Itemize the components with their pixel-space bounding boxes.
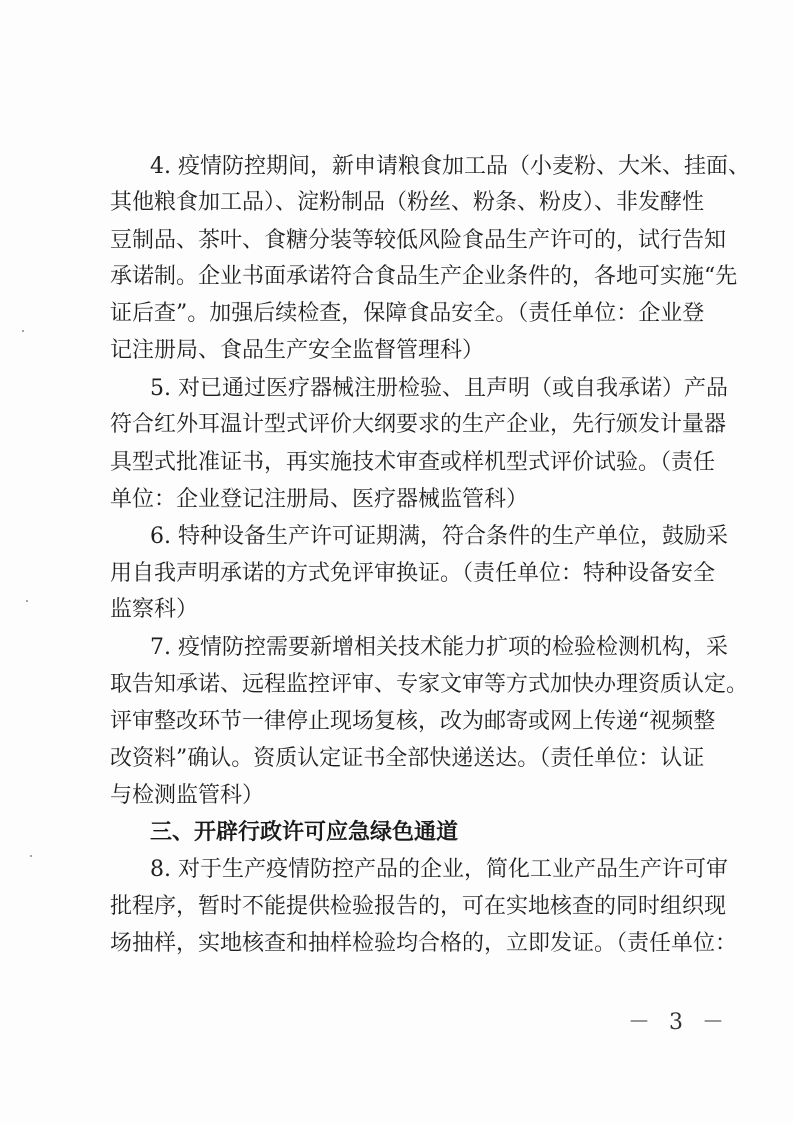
item8-line2: 批程序，暂时不能提供检验报告的，可在实地核查的同时组织现 [110,894,727,919]
item5-line3: 具型式批准证书，再实施技术审查或样机型式评价试验。（责任 [110,450,716,475]
item4-line2: 其他粮食加工品）、淀粉制品（粉丝、粉条、粉皮）、非发酵性 [110,190,705,215]
item4-line3: 豆制品、茶叶、食糖分装等较低风险食品生产许可的，试行告知 [110,228,727,253]
item5-line2: 符合红外耳温计型式评价大纲要求的生产企业，先行颁发计量器 [110,412,727,437]
page-number: － 3 － [628,1010,730,1035]
item4-line6: 记注册局、食品生产安全监督管理科） [110,338,485,363]
item7-line2: 取告知承诺、远程监控评审、专家文审等方式加快办理资质认定。 [110,672,749,697]
item8-line1: 8. 对于生产疫情防控产品的企业，简化工业产品生产许可审 [150,857,728,882]
item7-line5: 与检测监管科） [110,783,265,808]
section-heading: 三、开辟行政许可应急绿色通道 [150,820,459,845]
item4-line1: 4. 疫情防控期间，新申请粮食加工品（小麦粉、大米、挂面、 [150,154,750,179]
item7-line1: 7. 疫情防控需要新增相关技术能力扩项的检验检测机构，采 [150,635,728,660]
item6-line1: 6. 特种设备生产许可证期满，符合条件的生产单位，鼓励采 [150,524,728,549]
item5-line1: 5. 对已通过医疗器械注册检验、且声明（或自我承诺）产品 [150,376,728,401]
scan-speck [26,600,28,602]
item7-line4: 改资料”确认。资质认定证书全部快递送达。（责任单位：认证 [110,746,705,771]
scan-speck [30,855,32,857]
item5-line4: 单位：企业登记注册局、医疗器械监管科） [110,487,529,512]
item6-line3: 监察科） [110,597,199,622]
scan-speck [22,330,24,332]
item4-line4: 承诺制。企业书面承诺符合食品生产企业条件的，各地可实施“先 [110,264,738,289]
item4-line5: 证后查”。加强后续检查，保障食品安全。（责任单位：企业登 [110,301,705,326]
item6-line2: 用自我声明承诺的方式免评审换证。（责任单位：特种设备安全 [110,561,716,586]
item8-line3: 场抽样，实地核查和抽样检验均合格的，立即发证。（责任单位： [110,931,738,956]
item7-line3: 评审整改环节一律停止现场复核，改为邮寄或网上传递“视频整 [110,709,716,734]
